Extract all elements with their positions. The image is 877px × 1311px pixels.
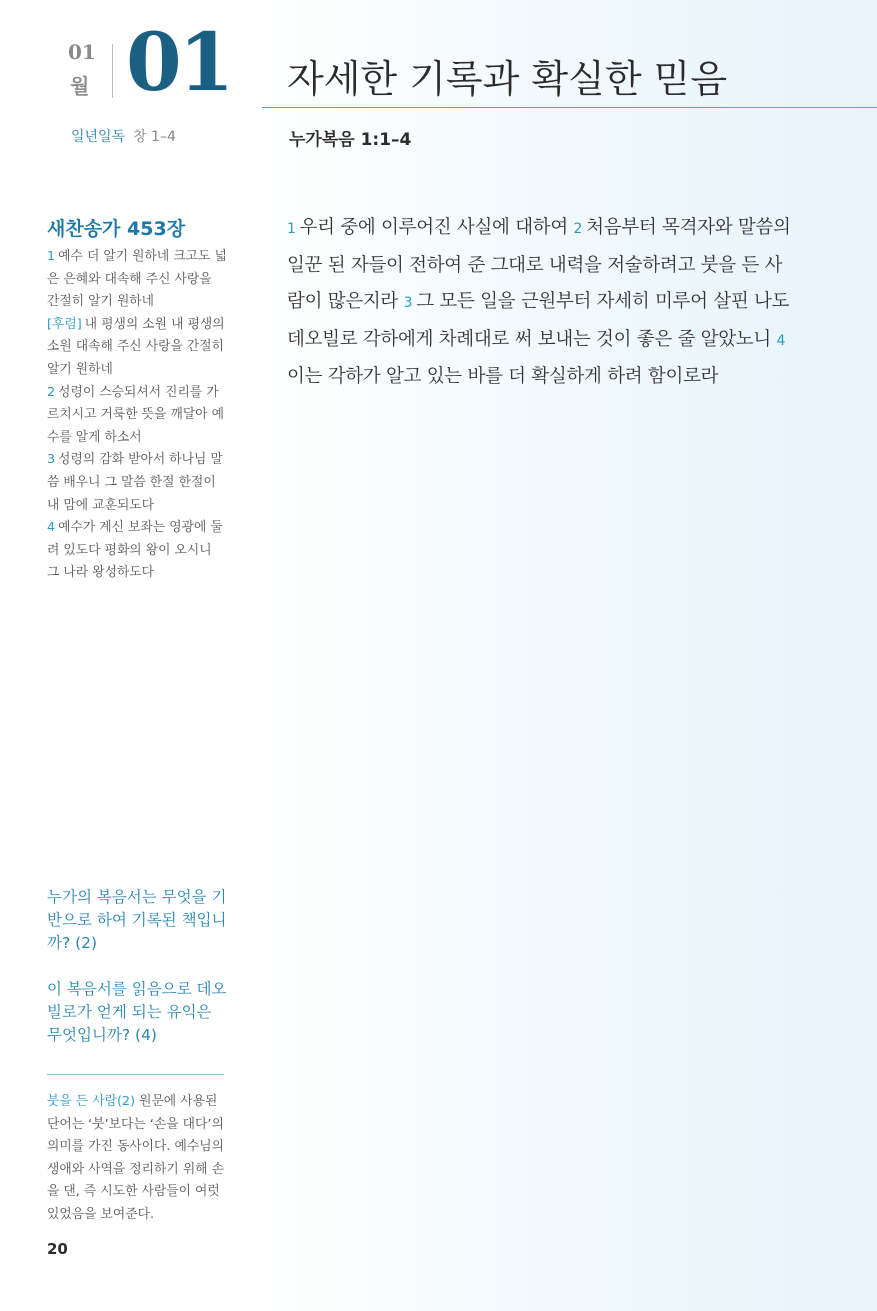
hymn-title: 새찬송가 453장: [47, 218, 186, 240]
hymn-lyrics: [47, 246, 227, 585]
hymn-verse-text: 예수가 계신 보좌는 영광에 둘려 있도다 평화의 왕이 오시니 그 나라 왕성하도다: [47, 520, 223, 581]
reading-plan-label: 일년일독: [71, 129, 126, 145]
word-note: [47, 1091, 227, 1226]
hymn-verse-number: 1: [47, 249, 56, 264]
hymn-refrain: [47, 314, 227, 382]
verse-number: 2: [573, 221, 583, 237]
question-2: 이 복음서를 읽음으로 데오빌로가 얻게 되는 유익은 무엇입니까? (4): [47, 980, 227, 1044]
hymn-verse-text: 예수 더 알기 원하네 크고도 넓은 은혜와 대속해 주신 사랑을 간절히 알기 원하네: [47, 249, 227, 310]
hymn-verse: [47, 246, 227, 314]
hymn-verse: [47, 517, 227, 585]
hymn-verse-number: 4: [47, 520, 56, 536]
verse-number: 1: [287, 221, 296, 237]
title-divider: [262, 107, 877, 108]
scripture-passage: [287, 210, 795, 396]
page-title: 자세한 기록과 확실한 믿음: [287, 57, 728, 101]
day-number: 01: [126, 15, 232, 109]
verse-text: 우리 중에 이루어진 사실에 대하여: [299, 217, 568, 238]
hymn-verse: [47, 449, 227, 517]
reading-plan: [71, 126, 176, 146]
verse-text: 처음부터 목격자와 말씀의 일꾼 된 자들이 전하여 준 그대로 내력을 저술하려고 붓을 든 사람이 많은지라: [287, 217, 791, 312]
hymn-verse: [47, 382, 227, 450]
reading-plan-ref: 창 1–4: [133, 129, 176, 145]
page-number: 20: [47, 1240, 68, 1258]
scripture-reference: 누가복음 1:1–4: [289, 130, 412, 150]
note-divider: [47, 1074, 224, 1075]
month-label: 월: [70, 74, 90, 98]
month-number: 01: [68, 40, 96, 64]
verse-text: 이는 각하가 알고 있는 바를 더 확실하게 하려 함이로라: [287, 366, 719, 387]
hymn-verse-number: 3: [47, 452, 56, 468]
verse-number: 3: [403, 295, 413, 311]
note-text: 원문에 사용된 단어는 ‘붓’보다는 ‘손을 대다’의 의미를 가진 동사이다. 예수님의 생애와 사역을 정리하기 위해 손을 댄, 즉 시도한 사람들이 여럿 있었음을 보여준다.: [47, 1094, 224, 1222]
hymn-verse-number: 2: [47, 384, 56, 400]
date-divider: [112, 44, 113, 98]
hymn-verse-text: 내 평생의 소원 내 평생의 소원 대속해 주신 사랑을 간절히 알기 원하네: [47, 316, 225, 377]
question-1: 누가의 복음서는 무엇을 기반으로 하여 기록된 책입니까? (2): [47, 888, 227, 952]
hymn-verse-text: 성령이 스승되셔서 진리를 가르치시고 거룩한 뜻을 깨달아 예수를 알게 하소서: [47, 384, 224, 445]
verse-text: 그 모든 일을 근원부터 자세히 미루어 살핀 나도 데오빌로 각하에게 차례대로 써 보내는 것이 좋은 줄 알았노니: [287, 291, 790, 350]
reflection-questions: [47, 886, 229, 1070]
hymn-refrain-label: [후렴]: [47, 316, 82, 332]
hymn-verse-text: 성령의 감화 받아서 하나님 말씀 배우니 그 말씀 한절 한절이 내 맘에 교훈되도다: [47, 452, 223, 513]
verse-number: 4: [776, 332, 786, 349]
note-term: 붓을 든 사람(2): [47, 1094, 136, 1109]
